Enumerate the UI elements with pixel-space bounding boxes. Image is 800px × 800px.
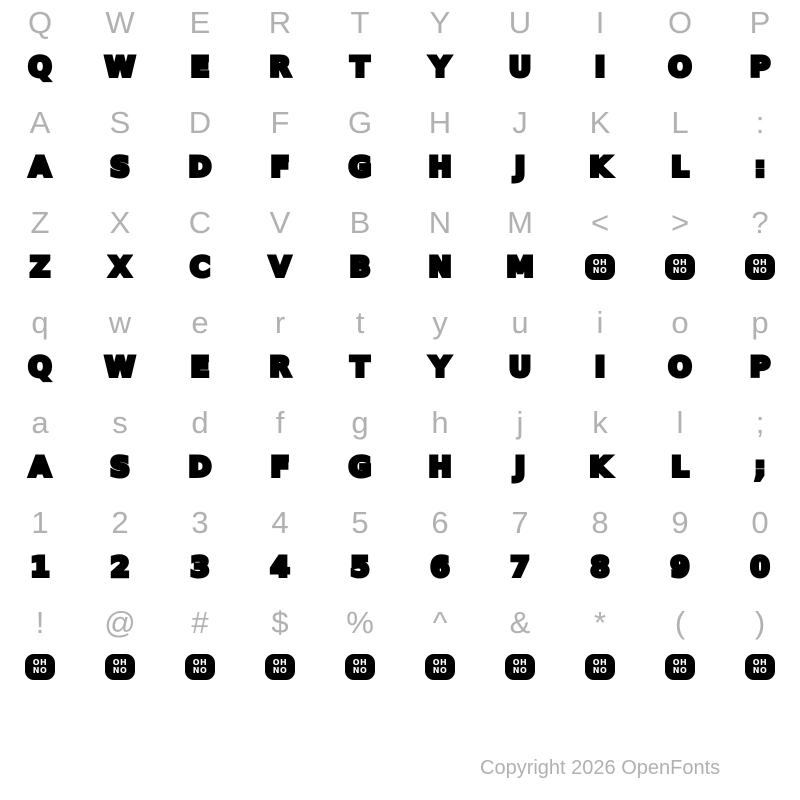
rendered-glyph: B: [349, 251, 371, 283]
rendered-glyph: R: [269, 51, 291, 83]
reference-char: Y: [429, 4, 451, 40]
reference-char: $: [271, 604, 289, 640]
notdef-line1: OH: [752, 658, 768, 667]
reference-char: y: [432, 304, 448, 340]
rendered-glyph: 7: [510, 551, 530, 583]
char-row-pair-6: [0, 500, 800, 600]
rendered-glyph: E: [190, 51, 210, 83]
notdef-glyph-icon: [665, 654, 695, 680]
rendered-glyph: C: [190, 251, 210, 283]
rendered-glyph: P: [750, 351, 770, 383]
rendered-glyph: U: [509, 51, 531, 83]
char-row-pair-7: [0, 600, 800, 700]
reference-char: V: [269, 204, 291, 240]
reference-char: g: [351, 404, 369, 440]
reference-char: 7: [511, 504, 529, 540]
rendered-glyph: F: [270, 151, 290, 183]
rendered-glyph: 6: [430, 551, 450, 583]
rendered-glyph: A: [29, 451, 51, 483]
notdef-glyph-icon: [25, 654, 55, 680]
reference-char: A: [29, 104, 51, 140]
rendered-glyph: D: [188, 151, 212, 183]
reference-char: G: [347, 104, 373, 140]
rendered-glyph: 8: [590, 551, 610, 583]
rendered-glyph-row: [0, 44, 800, 90]
reference-char: d: [191, 404, 209, 440]
notdef-line2: NO: [432, 666, 448, 675]
char-row-pair-1: [0, 0, 800, 100]
notdef-glyph-icon: [585, 254, 615, 280]
rendered-glyph: L: [671, 151, 689, 183]
copyright-text: Copyright 2026 OpenFonts: [480, 757, 721, 779]
rendered-glyph-row: [0, 344, 800, 390]
notdef-glyph-icon: [425, 654, 455, 680]
reference-char: h: [431, 404, 449, 440]
char-row-pair-2: [0, 100, 800, 200]
reference-char: <: [590, 204, 610, 240]
rendered-glyph: ;: [754, 451, 766, 483]
reference-char: o: [671, 304, 689, 340]
reference-char: (: [674, 604, 686, 640]
notdef-line2: NO: [672, 666, 688, 675]
rendered-glyph: Y: [430, 51, 450, 83]
reference-char: M: [507, 204, 533, 240]
reference-char: J: [512, 104, 528, 140]
rendered-glyph: S: [110, 151, 130, 183]
rendered-glyph-row: [0, 644, 800, 690]
char-row-pair-3: [0, 200, 800, 300]
reference-char: 4: [271, 504, 289, 540]
rendered-glyph: 1: [30, 551, 50, 583]
rendered-glyph: U: [509, 351, 531, 383]
notdef-glyph-icon: [585, 654, 615, 680]
reference-char: k: [592, 404, 608, 440]
reference-char: R: [268, 4, 292, 40]
reference-char: ?: [751, 204, 769, 240]
notdef-line2: NO: [752, 266, 768, 275]
rendered-glyph: J: [514, 151, 526, 183]
reference-char-row: [0, 300, 800, 344]
reference-char: Q: [27, 4, 53, 40]
rendered-glyph: Z: [30, 251, 50, 283]
reference-char: 0: [751, 504, 769, 540]
reference-char: N: [428, 204, 452, 240]
rendered-glyph: K: [589, 151, 611, 183]
reference-char: @: [104, 604, 136, 640]
notdef-line2: NO: [672, 266, 688, 275]
notdef-line1: OH: [592, 258, 608, 267]
reference-char: t: [355, 304, 365, 340]
notdef-line2: NO: [272, 666, 288, 675]
reference-char: 6: [431, 504, 449, 540]
reference-char: E: [189, 4, 211, 40]
rendered-glyph: P: [750, 51, 770, 83]
notdef-line2: NO: [112, 666, 128, 675]
rendered-glyph: V: [269, 251, 291, 283]
reference-char: 1: [31, 504, 49, 540]
notdef-line2: NO: [592, 666, 608, 675]
notdef-line1: OH: [672, 258, 688, 267]
rendered-glyph-row: [0, 244, 800, 290]
rendered-glyph: T: [350, 351, 370, 383]
notdef-line2: NO: [752, 666, 768, 675]
rendered-glyph: G: [348, 451, 372, 483]
reference-char: P: [749, 4, 771, 40]
rendered-glyph: O: [668, 351, 692, 383]
notdef-glyph-icon: [345, 654, 375, 680]
reference-char: i: [596, 304, 604, 340]
reference-char: p: [751, 304, 769, 340]
rendered-glyph: L: [671, 451, 689, 483]
reference-char: !: [35, 604, 45, 640]
rendered-glyph: :: [754, 151, 766, 183]
reference-char-row: [0, 600, 800, 644]
reference-char: #: [191, 604, 209, 640]
reference-char: L: [671, 104, 689, 140]
notdef-line1: OH: [272, 658, 288, 667]
rendered-glyph: J: [514, 451, 526, 483]
rendered-glyph: R: [269, 351, 291, 383]
reference-char-row: [0, 400, 800, 444]
rendered-glyph: 3: [190, 551, 210, 583]
reference-char: u: [511, 304, 529, 340]
rendered-glyph: N: [428, 251, 452, 283]
reference-char: >: [670, 204, 690, 240]
rendered-glyph: M: [506, 251, 534, 283]
notdef-line1: OH: [32, 658, 48, 667]
reference-char: :: [755, 104, 765, 140]
reference-char-row: [0, 100, 800, 144]
reference-char-row: [0, 500, 800, 544]
reference-char: T: [350, 4, 370, 40]
rendered-glyph: W: [105, 51, 135, 83]
reference-char: s: [112, 404, 128, 440]
notdef-line1: OH: [592, 658, 608, 667]
reference-char: r: [274, 304, 286, 340]
reference-char: S: [109, 104, 131, 140]
notdef-glyph-icon: [265, 654, 295, 680]
rendered-glyph: A: [29, 151, 51, 183]
reference-char: 5: [351, 504, 369, 540]
rendered-glyph: E: [190, 351, 210, 383]
reference-char-row: [0, 200, 800, 244]
rendered-glyph: 2: [110, 551, 130, 583]
rendered-glyph: S: [110, 451, 130, 483]
notdef-glyph-icon: [185, 654, 215, 680]
reference-char: H: [428, 104, 452, 140]
notdef-line2: NO: [512, 666, 528, 675]
reference-char: %: [346, 604, 374, 640]
rendered-glyph: Y: [430, 351, 450, 383]
notdef-line2: NO: [592, 266, 608, 275]
notdef-line2: NO: [32, 666, 48, 675]
reference-char: 8: [591, 504, 609, 540]
char-row-pair-4: [0, 300, 800, 400]
reference-char: a: [31, 404, 49, 440]
rendered-glyph: O: [668, 51, 692, 83]
reference-char: W: [105, 4, 135, 40]
reference-char: q: [31, 304, 49, 340]
reference-char: ): [754, 604, 766, 640]
reference-char: *: [593, 604, 607, 640]
rendered-glyph-row: [0, 444, 800, 490]
rendered-glyph: 9: [670, 551, 690, 583]
rendered-glyph: 5: [350, 551, 370, 583]
rendered-glyph: F: [270, 451, 290, 483]
reference-char: j: [516, 404, 524, 440]
reference-char: K: [589, 104, 611, 140]
notdef-line2: NO: [192, 666, 208, 675]
reference-char: l: [676, 404, 684, 440]
reference-char: ;: [755, 404, 765, 440]
rendered-glyph-row: [0, 544, 800, 590]
reference-char: 3: [191, 504, 209, 540]
reference-char: U: [508, 4, 532, 40]
reference-char: f: [275, 404, 285, 440]
rendered-glyph: 0: [750, 551, 770, 583]
reference-char: C: [188, 204, 212, 240]
rendered-glyph: K: [589, 451, 611, 483]
notdef-line1: OH: [112, 658, 128, 667]
reference-char: &: [509, 604, 531, 640]
notdef-glyph-icon: [745, 654, 775, 680]
reference-char-row: [0, 0, 800, 44]
char-row-pair-5: [0, 400, 800, 500]
reference-char: I: [595, 4, 605, 40]
reference-char: X: [109, 204, 131, 240]
reference-char: 2: [111, 504, 129, 540]
notdef-line2: NO: [352, 666, 368, 675]
rendered-glyph: H: [428, 451, 452, 483]
reference-char: F: [270, 104, 290, 140]
reference-char: e: [191, 304, 209, 340]
rendered-glyph: H: [428, 151, 452, 183]
notdef-line1: OH: [432, 658, 448, 667]
rendered-glyph-row: [0, 144, 800, 190]
rendered-glyph: 4: [270, 551, 290, 583]
notdef-line1: OH: [352, 658, 368, 667]
rendered-glyph: D: [188, 451, 212, 483]
notdef-line1: OH: [672, 658, 688, 667]
notdef-glyph-icon: [105, 654, 135, 680]
notdef-line1: OH: [512, 658, 528, 667]
rendered-glyph: Q: [28, 51, 52, 83]
rendered-glyph: I: [594, 351, 606, 383]
rendered-glyph: T: [350, 51, 370, 83]
rendered-glyph: W: [105, 351, 135, 383]
reference-char: D: [188, 104, 212, 140]
reference-char: O: [667, 4, 693, 40]
reference-char: Z: [30, 204, 50, 240]
rendered-glyph: I: [594, 51, 606, 83]
notdef-glyph-icon: [745, 254, 775, 280]
rendered-glyph: Q: [28, 351, 52, 383]
notdef-line1: OH: [752, 258, 768, 267]
notdef-glyph-icon: [665, 254, 695, 280]
notdef-line1: OH: [192, 658, 208, 667]
reference-char: B: [349, 204, 371, 240]
reference-char: ^: [432, 604, 448, 640]
notdef-glyph-icon: [505, 654, 535, 680]
reference-char: w: [108, 304, 132, 340]
rendered-glyph: G: [348, 151, 372, 183]
reference-char: 9: [671, 504, 689, 540]
rendered-glyph: X: [109, 251, 131, 283]
